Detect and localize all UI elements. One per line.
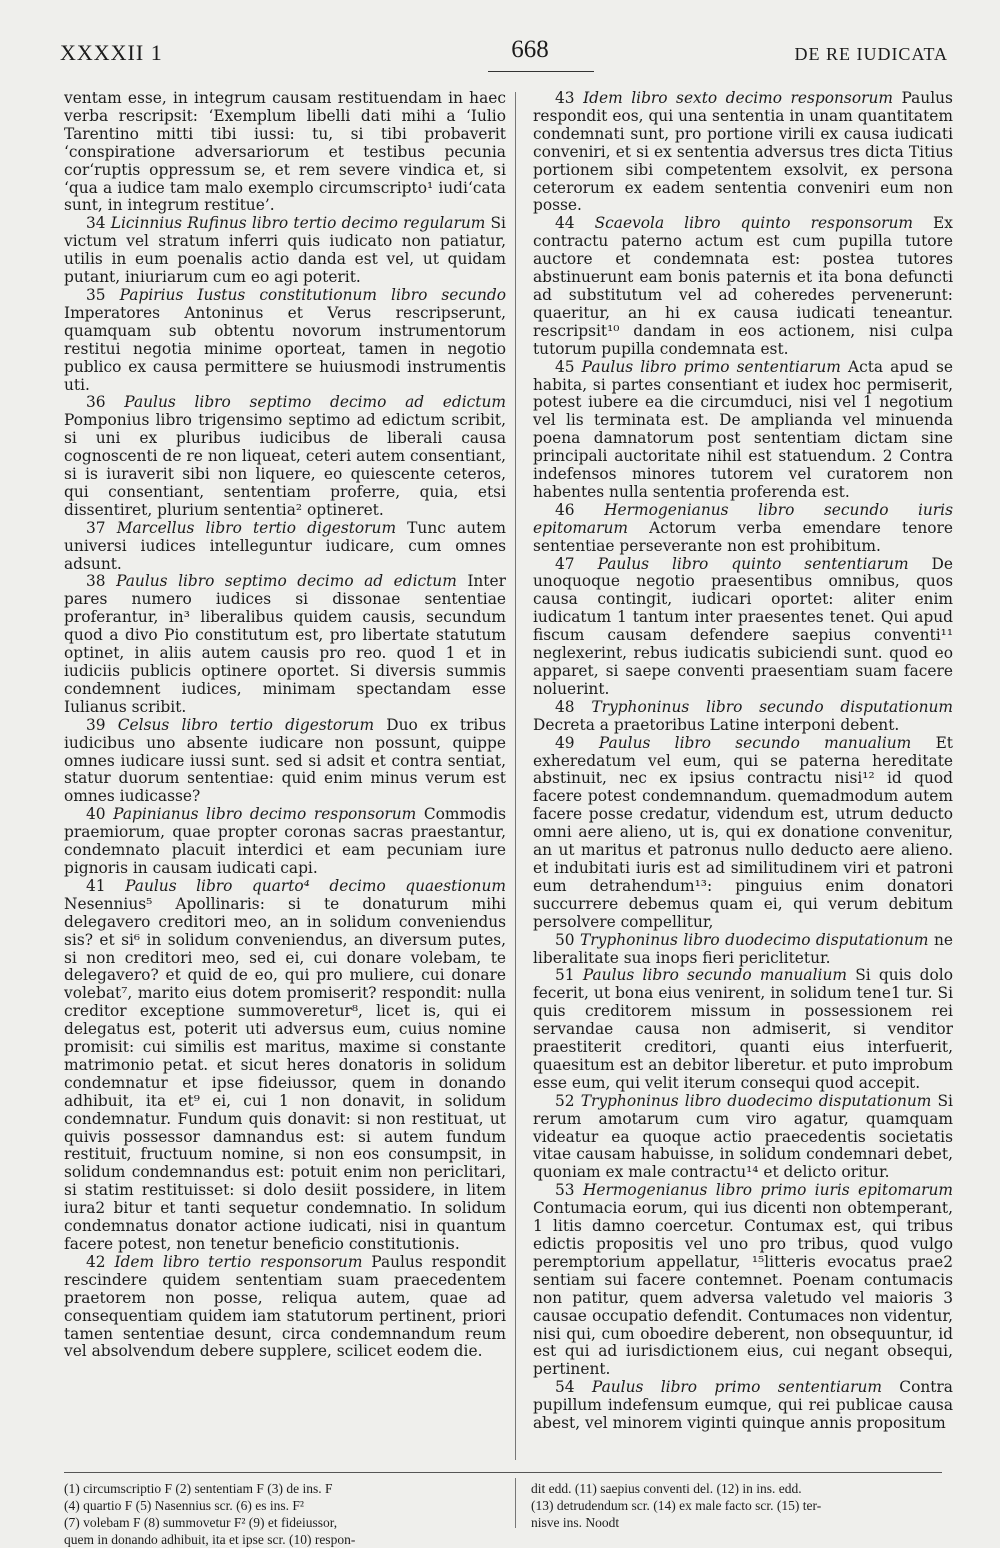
section-source: Papinianus libro decimo responsorum — [113, 805, 417, 824]
section-source: Licinnius Rufinus libro tertio decimo regularum — [110, 214, 486, 233]
section-source: Tryphoninus libro duodecimo disputationum — [580, 1091, 932, 1110]
section-source: Idem libro sexto decimo responsorum — [583, 89, 893, 107]
section-text: Paulus respondit eos, qui una sententia in unam quantitatem condemnati sunt, pro portione virili ex causa iudicati conveniri, et si ex sententia adversus tres dicta Titius portionem sibi competentem exsolvit, ex persona ceterorum ex eadem sententia conveniri eum non posse. — [533, 89, 953, 215]
section-number: 37 — [86, 518, 106, 537]
section-source: Paulus libro primo sententiarum — [591, 1378, 882, 1397]
running-head-right: DE RE IUDICATA — [794, 44, 948, 64]
section-number: 42 — [86, 1252, 106, 1271]
section-text: ventam esse, in integrum causam restituendam in haec verba rescripsit: ‘Exemplum libelli dati mihi a ‘Iulio Tarentino mitti tibi iussi: tu, si tibi probaverit ‘conspiratione adversariorum et testibus pecunia cor‘ruptis oppressum se, et rem severe vindica et, si ‘qua a iudice tam malo exemplo circumscripto¹ iudi‘cata sunt, in integrum restitue’. — [64, 89, 506, 215]
running-head-left: XXXXII 1 — [60, 40, 163, 65]
page-number: 668 — [511, 36, 549, 63]
footnote-line: (13) detrudendum scr. (14) ex male facto scr. (15) ter- — [531, 1498, 822, 1513]
section-number: 44 — [555, 214, 575, 233]
section-number: 36 — [86, 393, 106, 412]
law-section — [64, 878, 506, 1254]
law-section — [533, 502, 953, 556]
footnotes-right — [531, 1480, 951, 1531]
law-section — [533, 215, 953, 358]
section-number: 49 — [555, 733, 575, 752]
footnote-line: nisve ins. Noodt — [531, 1515, 620, 1530]
law-section — [64, 573, 506, 716]
section-source: Hermogenianus libro primo iuris epitomarum — [582, 1181, 953, 1200]
section-text: Tunc autem universi iudices intelleguntur iudicare, cum omnes adsunt. — [64, 518, 506, 573]
footnote-line: (1) circumscriptio F (2) sententiam F (3) de ins. F — [64, 1481, 333, 1496]
section-text: De unoquoque negotio praesentibus omnibus, quos causa contingit, iudicari oportet: aliter enim iudicatum 1 tantum inter praesentes tenet. Qui apud fiscum causam defendere saepius conventi¹¹ neglexerint, rebus iudicatis subiciendi sunt. quod eo apparet, si saepe conventi praesentiam suam facere noluerint. — [533, 554, 953, 698]
section-text: Contumacia eorum, qui ius dicenti non obtemperant, 1 litis damno coercetur. Contumax est, qui tribus edictis propositis vel uno pro tribus, quod vulgo peremptorium appellatur, ¹⁵litteris evocatus prae2 sentiam sui facere contemnet. Poenam contumacis non patitur, quem adversa valetudo vel maioris 3 causae occupatio defendit. Contumaces non videntur, nisi qui, cum oboedire deberent, non obsequuntur, id est qui ad iurisdictionem eius, cui negant obsequi, pertinent. — [533, 1199, 953, 1379]
law-section — [64, 1254, 506, 1361]
law-section — [64, 215, 506, 287]
section-number: 39 — [86, 715, 106, 734]
section-text: Si rerum amotarum cum viro agatur, quamquam videatur ea quoque actio praecedentis societatis vitae causam habuisse, in solidum condemnari debet, quoniam ex male contractu¹⁴ et delicto oritur. — [533, 1091, 953, 1182]
footnote-line: quem in donando adhibuit, ita et ipse scr. (10) respon- — [64, 1532, 356, 1547]
section-source: Celsus libro tertio digestorum — [117, 715, 375, 734]
section-source: Idem libro tertio responsorum — [114, 1252, 363, 1271]
section-text: Decreta a praetoribus Latine interponi debent. — [533, 715, 900, 734]
law-section — [533, 90, 953, 215]
section-text: Contra pupillum indefensum eumque, qui rei publicae causa abest, vel minorem viginti quinque annis propositum — [533, 1378, 953, 1433]
law-section — [533, 735, 953, 932]
section-source: Paulus libro septimo decimo ad edictum — [116, 572, 457, 591]
section-text: Ex contractu paterno actum est cum pupilla tutore auctore et condemnata est: postea tutores abstinuerunt eam bonis paternis et ita bona defuncti ad substitutum vel ad coheredes pervenerunt: quaeritur, an hi ex causa iudicati teneantur. rescripsit¹⁰ dandam in eos actionem, nisi culpa tutorum pupilla condemnata est. — [533, 214, 953, 358]
left-text-column — [64, 90, 506, 1361]
section-number: 40 — [86, 805, 106, 824]
law-section — [533, 1379, 953, 1433]
section-text: Si quis dolo fecerit, ut bona eius venirent, in solidum tene1 tur. Si quis creditorem missum in possessionem rei servandae causa non admiserit, si venditor praestiterit creditori, quanti eius interfuerit, quaesitum est an debitor liberetur. et puto improbum esse eum, qui velit iterum consequi quod accepit. — [533, 966, 953, 1092]
law-section — [533, 359, 953, 502]
section-source: Papirius Iustus constitutionum libro secundo — [119, 285, 506, 304]
section-source: Paulus libro quinto sententiarum — [597, 554, 909, 573]
section-number: 51 — [555, 966, 575, 985]
right-text-column — [533, 90, 953, 1433]
section-number: 46 — [555, 500, 575, 519]
law-section — [533, 932, 953, 968]
section-text: Et exheredatum vel eum, qui se paterna hereditate abstinuit, nec ex ipsius contractu nisi¹² id quod facere potest condemnandum. quemadmodum autem facere posse credatur, videndum est, utrum deducto omni aere alieno, ut is, qui ex donatione convenitur, an ut maritus et patronus nullo deducto aere alieno. et indubitati iuris est ad similitudinem viri et patroni eum detrahendum¹³: pinguius enim donatori succurrere debemus quam ei, qui verum debitum persolvere compellitur, — [533, 733, 953, 931]
section-source: Tryphoninus libro secundo disputationum — [591, 697, 953, 716]
footnote-line: (7) volebam F (8) summovetur F² (9) et fideiussor, — [64, 1515, 338, 1530]
section-number: 48 — [555, 697, 575, 716]
section-text: Commodis praemiorum, quae propter coronas sacras praestantur, condemnato placuit interdici et eam pecuniam iure pignoris in causam iudicati capi. — [64, 805, 506, 877]
section-number: 38 — [86, 572, 106, 591]
law-section — [64, 287, 506, 394]
section-text: Si victum vel stratum inferri quis iudicato non patiatur, utilis in eum poenalis actio danda est vel, ut quidam putant, iniuriarum cum eo agi poterit. — [64, 214, 506, 287]
section-text: Duo ex tribus iudicibus uno absente iudicare non possunt, quippe omnes iudicare iussi sunt. sed si adsit et contra sentiat, statur duorum sententiae: quid enim minus verum est omnes iudicasse? — [64, 715, 506, 806]
section-source: Paulus libro septimo decimo ad edictum — [124, 393, 506, 412]
law-section — [64, 90, 506, 215]
section-text: Pomponius libro trigensimo septimo ad edictum scribit, si uni ex pluribus iudicibus de liberali causa cognoscenti de re non liqueat, ceteri autem consentiant, si is iuraverit sibi non liquere, eo quiescente ceteros, qui consentiant, sententiam proferre, quia, etsi dissentiret, plurium sententia² optineret. — [64, 411, 506, 519]
section-number: 41 — [86, 876, 106, 895]
column-divider — [515, 92, 516, 1460]
page-number-rule — [488, 71, 594, 72]
section-number: 52 — [555, 1091, 575, 1110]
section-source: Paulus libro secundo manualium — [598, 733, 912, 752]
section-source: Paulus libro primo sententiarum — [581, 357, 841, 376]
law-section — [64, 520, 506, 574]
section-source: Scaevola libro quinto responsorum — [594, 214, 914, 233]
footnote-rule — [64, 1472, 942, 1473]
section-source: Paulus libro quarto⁴ decimo quaestionum — [125, 876, 506, 895]
law-section — [533, 556, 953, 699]
footnotes-left — [64, 1480, 504, 1548]
section-source: Tryphoninus libro duodecimo disputationum — [580, 930, 929, 949]
section-source: Hermogenianus libro secundo iuris epitomarum — [533, 500, 953, 537]
section-text: ne liberalitate sua inops fieri periclitetur. — [533, 930, 953, 967]
section-number: 47 — [555, 554, 575, 573]
law-section — [64, 806, 506, 878]
law-section — [64, 394, 506, 519]
section-text: Inter pares numero iudices si dissonae sententiae proferantur, in³ liberalibus quidem causis, secundum quod a divo Pio constitutum est, pro libertate statutum optinet, in aliis autem causis pro reo. quod 1 et in iudiciis publicis optinere oportet. Si diversis summis condemnent iudices, minimam spectandam esse Iulianus scribit. — [64, 572, 506, 716]
section-source: Paulus libro secundo manualium — [582, 966, 847, 985]
section-number: 45 — [555, 357, 575, 376]
section-number: 50 — [555, 930, 575, 949]
footnote-line: dit edd. (11) saepius conventi del. (12) in ins. edd. — [531, 1481, 802, 1496]
section-number: 53 — [555, 1181, 575, 1200]
section-text: Paulus respondit rescindere quidem sententiam suam praecedentem praetorem non posse, reliqua autem, quae ad consequentiam quidem iam statutorum pertinent, priori tamen sententiae desunt, circa condemnandum reum vel absolvendum debere supplere, scilicet eodem die. — [64, 1252, 506, 1361]
section-text: Actorum verba emendare tenore sententiae perseverante non est prohibitum. — [533, 518, 953, 555]
footnote-divider — [515, 1478, 516, 1528]
section-text: Imperatores Antoninus et Verus rescripserunt, quamquam sub obtentu novorum instrumentorum restitui negotia minime oporteat, tamen in negotio publico ex causa permittere se huiusmodi instrumentis uti. — [64, 303, 506, 394]
section-text: Nesennius⁵ Apollinaris: si te donaturum mihi delegavero creditori meo, an in solidum conveniendus sis? et si⁶ in solidum conveniendus, an diversum putes, si non creditori meo, sed ei, cui donare volebam, te delegavero? et quid de eo, qui pro muliere, cui donare volebat⁷, marito eius dotem promiserit? respondit: nulla creditor exceptione summoveretur⁸, licet is, qui ei delegatus est, poterit uti adversus eum, cuius nomine promisit: cui similis est maritus, maxime si constante matrimonio petat. et sicut heres donatoris in solidum condemnatur et ipse fideiussor, quem in donando adhibuit, ita et⁹ ei, cui 1 non donavit, in solidum condemnatur. Fundum quis donavit: si non restituat, ut quivis possessor damnandus est: si autem fundum restituit, fructuum nomine, si non eos consumpsit, in solidum condemnandus est: potuit enim non periclitari, si statim restituisset: si dolo desiit possidere, in litem iura2 bitur et tanti sequetur condemnatio. In solidum condemnatus donator actione iudicati, nisi in quantum facere potest, non tenetur beneficio constitutionis. — [64, 894, 506, 1253]
law-section — [64, 717, 506, 807]
section-source: Marcellus libro tertio digestorum — [116, 518, 397, 537]
footnote-line: (4) quartio F (5) Nasennius scr. (6) es ins. F² — [64, 1498, 304, 1513]
section-number: 54 — [555, 1378, 575, 1397]
law-section — [533, 1093, 953, 1183]
law-section — [533, 699, 953, 735]
law-section — [533, 967, 953, 1092]
law-section — [533, 1182, 953, 1379]
section-number: 43 — [555, 89, 575, 107]
section-text: Acta apud se habita, si partes consentiant et iudex hoc permiserit, potest iubere ea die circumduci, nisi vel 1 negotium vel lis terminata est. De amplianda vel minuenda poena damnatorum post sententiam dictam sine principali auctoritate nihil est statuendum. 2 Contra indefensos minores tutorem vel curatorem non habentes nulla sententia proferenda est. — [533, 357, 953, 501]
section-number: 34 — [86, 214, 106, 233]
section-number: 35 — [86, 285, 106, 304]
